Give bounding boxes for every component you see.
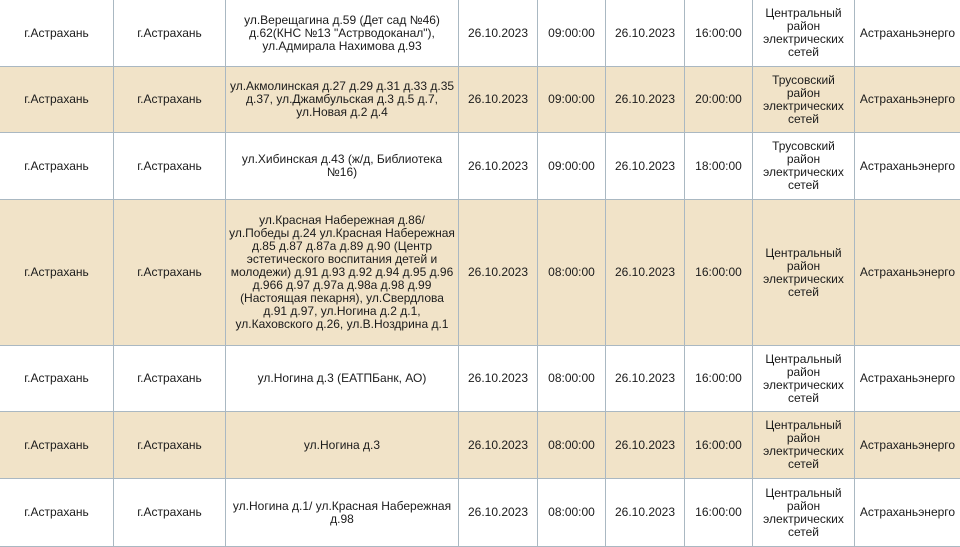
company-cell: Астраханьэнерго: [855, 0, 960, 67]
table-row: [0, 346, 960, 412]
end-time-cell: 16:00:00: [685, 412, 753, 479]
address-cell: ул.Красная Набережная д.86/ ул.Победы д.24 ул.Красная Набережная д.85 д.87 д.87а д.89 д.90 (Центр эстетического воспитания детей и молодежи) д.91 д.93 д.92 д.94 д.95 д.96 д.966 д.97 д.97а д.98а д.98 д.99 (Настоящая пекарня), ул.Свердлова д.91 д.97, ул.Ногина д.2 д.1, ул.Каховского д.26, ул.В.Ноздрина д.1: [226, 200, 459, 346]
locality-cell: г.Астрахань: [114, 0, 226, 67]
district-cell: Центральный район электрических сетей: [753, 412, 855, 479]
start-date-cell: 26.10.2023: [459, 479, 538, 547]
table-row: [0, 0, 960, 67]
start-time-cell: 08:00:00: [538, 412, 606, 479]
city-cell: г.Астрахань: [0, 133, 114, 200]
end-time-cell: 18:00:00: [685, 133, 753, 200]
city-cell: г.Астрахань: [0, 0, 114, 67]
start-time-cell: 08:00:00: [538, 200, 606, 346]
end-time-cell: 16:00:00: [685, 346, 753, 412]
city-cell: г.Астрахань: [0, 67, 114, 133]
start-date-cell: 26.10.2023: [459, 412, 538, 479]
company-cell: Астраханьэнерго: [855, 133, 960, 200]
end-date-cell: 26.10.2023: [606, 412, 685, 479]
city-cell: г.Астрахань: [0, 479, 114, 547]
district-cell: Трусовский район электрических сетей: [753, 67, 855, 133]
end-date-cell: 26.10.2023: [606, 0, 685, 67]
district-cell: Центральный район электрических сетей: [753, 0, 855, 67]
end-date-cell: 26.10.2023: [606, 133, 685, 200]
start-date-cell: 26.10.2023: [459, 200, 538, 346]
end-date-cell: 26.10.2023: [606, 346, 685, 412]
end-time-cell: 16:00:00: [685, 479, 753, 547]
district-cell: Центральный район электрических сетей: [753, 479, 855, 547]
table-row: [0, 200, 960, 346]
district-cell: Центральный район электрических сетей: [753, 346, 855, 412]
address-cell: ул.Хибинская д.43 (ж/д, Библиотека №16): [226, 133, 459, 200]
end-time-cell: 20:00:00: [685, 67, 753, 133]
address-cell: ул.Акмолинская д.27 д.29 д.31 д.33 д.35 д.37, ул.Джамбульская д.3 д.5 д.7, ул.Новая д.2 д.4: [226, 67, 459, 133]
end-date-cell: 26.10.2023: [606, 479, 685, 547]
start-date-cell: 26.10.2023: [459, 67, 538, 133]
address-cell: ул.Ногина д.3: [226, 412, 459, 479]
company-cell: Астраханьэнерго: [855, 346, 960, 412]
company-cell: Астраханьэнерго: [855, 412, 960, 479]
city-cell: г.Астрахань: [0, 200, 114, 346]
locality-cell: г.Астрахань: [114, 346, 226, 412]
locality-cell: г.Астрахань: [114, 412, 226, 479]
start-date-cell: 26.10.2023: [459, 0, 538, 67]
start-time-cell: 09:00:00: [538, 133, 606, 200]
company-cell: Астраханьэнерго: [855, 200, 960, 346]
locality-cell: г.Астрахань: [114, 133, 226, 200]
table-row: [0, 133, 960, 200]
start-date-cell: 26.10.2023: [459, 346, 538, 412]
end-date-cell: 26.10.2023: [606, 67, 685, 133]
district-cell: Трусовский район электрических сетей: [753, 133, 855, 200]
address-cell: ул.Верещагина д.59 (Дет сад №46) д.62(КНС №13 "Астрводоканал"), ул.Адмирала Нахимова д.93: [226, 0, 459, 67]
table-row: [0, 412, 960, 479]
locality-cell: г.Астрахань: [114, 200, 226, 346]
table-row: [0, 479, 960, 547]
city-cell: г.Астрахань: [0, 412, 114, 479]
address-cell: ул.Ногина д.1/ ул.Красная Набережная д.98: [226, 479, 459, 547]
city-cell: г.Астрахань: [0, 346, 114, 412]
address-cell: ул.Ногина д.3 (ЕАТПБанк, АО): [226, 346, 459, 412]
end-time-cell: 16:00:00: [685, 200, 753, 346]
locality-cell: г.Астрахань: [114, 479, 226, 547]
table-row: [0, 67, 960, 133]
company-cell: Астраханьэнерго: [855, 479, 960, 547]
locality-cell: г.Астрахань: [114, 67, 226, 133]
start-time-cell: 09:00:00: [538, 0, 606, 67]
district-cell: Центральный район электрических сетей: [753, 200, 855, 346]
company-cell: Астраханьэнерго: [855, 67, 960, 133]
start-time-cell: 08:00:00: [538, 346, 606, 412]
start-time-cell: 08:00:00: [538, 479, 606, 547]
start-date-cell: 26.10.2023: [459, 133, 538, 200]
end-date-cell: 26.10.2023: [606, 200, 685, 346]
start-time-cell: 09:00:00: [538, 67, 606, 133]
end-time-cell: 16:00:00: [685, 0, 753, 67]
